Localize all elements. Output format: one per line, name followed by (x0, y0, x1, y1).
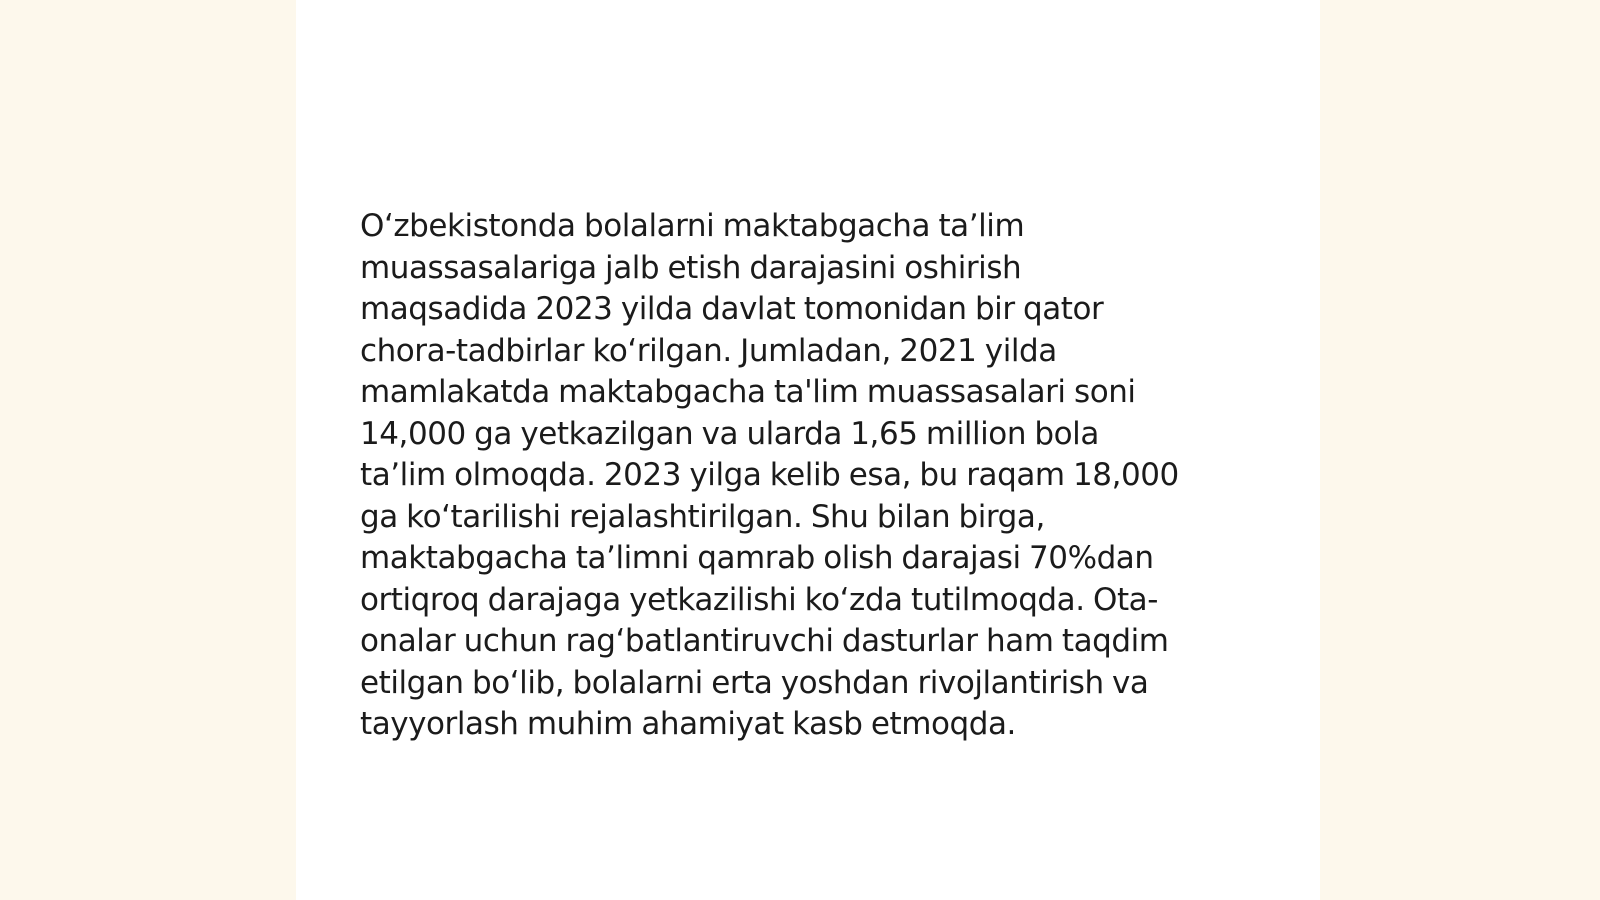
paragraph-line: O‘zbekistonda bolalarni maktabgacha ta’lim (360, 208, 1025, 244)
paragraph-line: chora-tadbirlar ko‘rilgan. Jumladan, 2021 yilda (360, 332, 1057, 369)
document-page (296, 0, 1320, 900)
paragraph-line: maqsadida 2023 yilda davlat tomonidan bir qator (360, 291, 1104, 327)
paragraph-line: ortiqroq darajaga yetkazilishi ko‘zda tutilmoqda. Ota- (360, 581, 1158, 618)
paragraph-line: maktabgacha ta’limni qamrab olish darajasi 70%dan (360, 540, 1154, 576)
body-paragraph (360, 206, 1310, 746)
paragraph-line: ta’lim olmoqda. 2023 yilga kelib esa, bu raqam 18,000 (360, 457, 1179, 493)
paragraph-line: muassasalariga jalb etish darajasini oshirish (360, 249, 1022, 286)
paragraph-line: etilgan bo‘lib, bolalarni erta yoshdan rivojlantirish va (360, 664, 1149, 701)
paragraph-line: 14,000 ga yetkazilgan va ularda 1,65 million bola (360, 415, 1099, 452)
paragraph-line: onalar uchun rag‘batlantiruvchi dasturlar ham taqdim (360, 623, 1169, 659)
paragraph-line: ga ko‘tarilishi rejalashtirilgan. Shu bilan birga, (360, 498, 1045, 535)
paragraph-line: tayyorlash muhim ahamiyat kasb etmoqda. (360, 706, 1016, 742)
paragraph-line: mamlakatda maktabgacha ta'lim muassasalari soni (360, 374, 1136, 410)
